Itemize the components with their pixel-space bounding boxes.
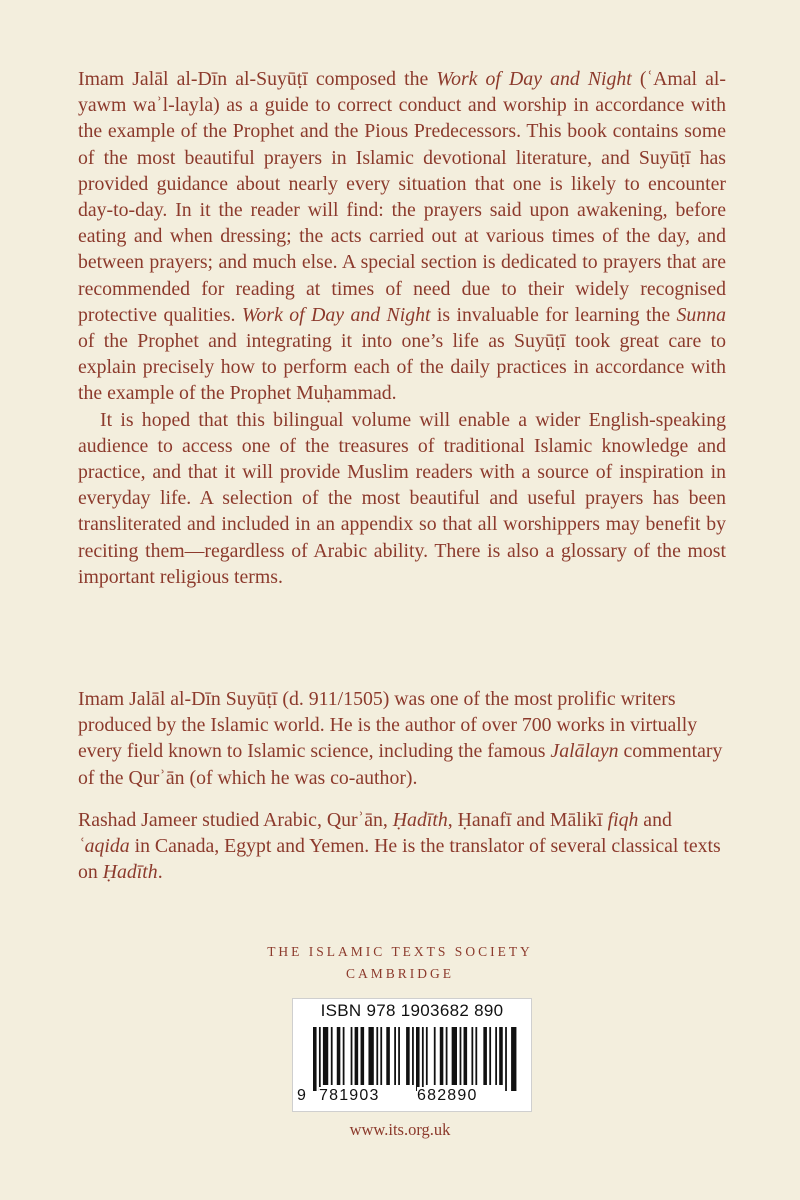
term-italic: Ḥadīth bbox=[102, 861, 158, 884]
publisher-city: CAMBRIDGE bbox=[345, 966, 454, 981]
book-title-italic: Work of Day and Night bbox=[241, 303, 431, 326]
term-italic: fiqh bbox=[607, 809, 639, 831]
description-paragraph-2: It is hoped that this bilingual volume will enable a wider English-speaking audience to access one of the treasures of traditional Islamic knowledge and practice, and that it will provide Muslim readers with a source of inspiration in everyday life. A selection of the most beautiful and useful prayers has been transliterated and included in an appendix so that all worshippers may benefit by reciting them—regardless of Arabic ability. There is also a glossary of the most important religious terms. bbox=[78, 408, 726, 588]
barcode-digit-first: 9 bbox=[297, 1087, 306, 1104]
publisher-name: THE ISLAMIC TEXTS SOCIETY bbox=[267, 944, 533, 959]
book-description bbox=[78, 66, 726, 590]
isbn-barcode bbox=[292, 998, 532, 1112]
barcode-bars-icon bbox=[313, 1027, 519, 1091]
book-title-italic: Work of Day and Night bbox=[436, 68, 632, 90]
barcode-digits-right: 682890 bbox=[417, 1087, 478, 1104]
term-italic: ʿaqida bbox=[78, 835, 130, 858]
term-italic: Jalālayn bbox=[550, 740, 619, 763]
barcode-digits bbox=[297, 1087, 527, 1109]
translator-bio: Rashad Jameer studied Arabic, Qurʾān, Ḥadīth, Ḥanafī and Mālikī fiqh and ʿaqida in Canada, Egypt and Yemen. He is the translator of several classical texts on Ḥadīth. bbox=[78, 809, 721, 884]
barcode-digits-left: 781903 bbox=[319, 1087, 380, 1104]
publisher-website: www.its.org.uk bbox=[349, 1120, 451, 1139]
author-bio: Imam Jalāl al-Dīn Suyūṭī (d. 911/1505) was one of the most prolific writers produced by the Islamic world. He is the author of over 700 works in virtually every field known to Islamic science, including the famous Jalālayn commentary of the Qurʾān (of which he was co-author). bbox=[78, 688, 723, 789]
description-paragraph-1: Imam Jalāl al-Dīn al-Suyūṭī composed the Work of Day and Night (ʿAmal al-yawm waʾl-layla) as a guide to correct conduct and worship in accordance with the example of the Prophet and the Pious Predecessors. This book contains some of the most beautiful prayers in Islamic devotional literature, and Suyūṭī has provided guidance about nearly every situation that one is likely to encounter day-to-day. In it the reader will find: the prayers said upon awakening, before eating and when dressing; the acts carried out at various times of the day, and between prayers; and much else. A special section is dedicated to prayers that are recommended for reading at times of need due to their widely recognised protective qualities. Work of Day and Night is invaluable for learning the Sunna of the Prophet and integrating it into one’s life as Suyūṭī took great care to explain precisely how to perform each of the daily practices in accordance with the example of the Prophet Muḥammad. bbox=[78, 68, 726, 405]
isbn-label: ISBN 978 1903682 890 bbox=[320, 1001, 504, 1020]
term-italic: Ḥadīth bbox=[392, 809, 448, 831]
term-italic: Sunna bbox=[676, 303, 726, 326]
